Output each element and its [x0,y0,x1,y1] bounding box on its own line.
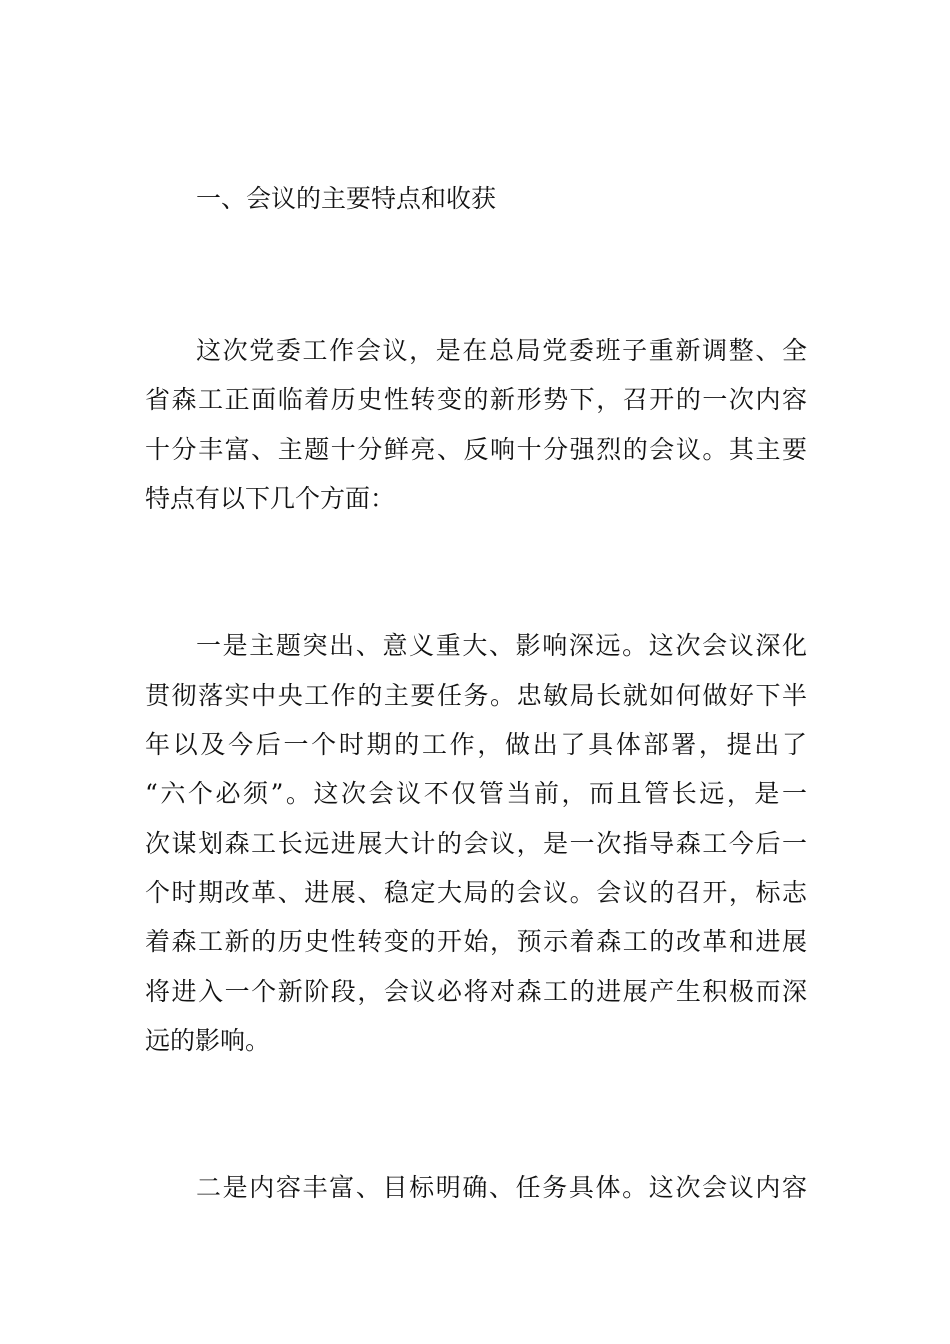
paragraph-1-line-2: 省森工正面临着历史性转变的新形势下，召开的一次内容 [145,385,807,414]
paragraph-2-line-7: 着森工新的历史性转变的开始，预示着森工的改革和进展 [145,927,807,956]
paragraph-2-line-4: “六个必须”。这次会议不仅管当前，而且管长远，是一 [145,779,807,808]
paragraph-2-line-1: 一是主题突出、意义重大、影响深远。这次会议深化 [196,631,807,660]
paragraph-1-line-4: 特点有以下几个方面： [145,484,396,513]
paragraph-2-line-6: 个时期改革、进展、稳定大局的会议。会议的召开，标志 [145,878,807,907]
paragraph-2-line-3: 年以及今后一个时期的工作，做出了具体部署，提出了 [145,730,807,759]
paragraph-2-line-9: 远的影响。 [145,1026,271,1055]
paragraph-1-line-3: 十分丰富、主题十分鲜亮、反响十分强烈的会议。其主要 [145,435,807,464]
paragraph-2-line-5: 次谋划森工长远进展大计的会议，是一次指导森工今后一 [145,829,807,858]
paragraph-2-line-8: 将进入一个新阶段，会议必将对森工的进展产生积极而深 [145,977,807,1006]
paragraph-1-line-1: 这次党委工作会议，是在总局党委班子重新调整、全 [196,336,807,365]
section-heading: 一、会议的主要特点和收获 [196,184,497,213]
paragraph-3-line-1: 二是内容丰富、目标明确、任务具体。这次会议内容 [196,1173,807,1202]
paragraph-2-line-2: 贯彻落实中央工作的主要任务。忠敏局长就如何做好下半 [145,681,807,710]
